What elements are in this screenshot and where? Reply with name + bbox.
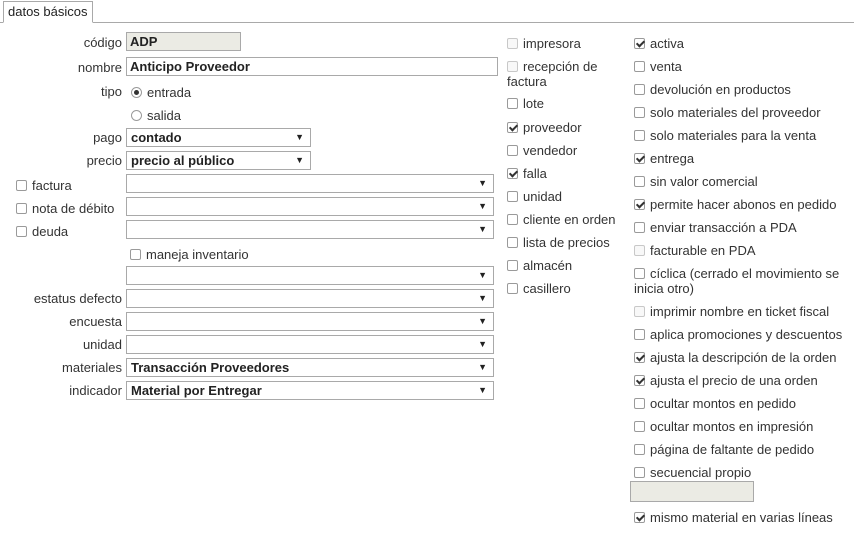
- chevron-down-icon: ▼: [295, 132, 304, 142]
- chevron-down-icon: ▼: [478, 178, 487, 188]
- encuesta-select[interactable]: [126, 312, 494, 331]
- middle-option-recepcion-de-factura[interactable]: [503, 59, 617, 89]
- right-option-ocultar-montos-en-pedido[interactable]: [634, 396, 796, 411]
- right-option-permite-hacer-abonos-en-pedido[interactable]: [634, 197, 836, 212]
- nombre-label: nombre: [77, 60, 122, 75]
- indicador-select[interactable]: [126, 381, 494, 400]
- ciclica-cerrado-el-movimiento-se-inicia-otro-label: cíclica (cerrado el movimiento se inicia otro): [634, 266, 840, 296]
- precio-select[interactable]: [126, 151, 311, 170]
- materiales-label: materiales: [62, 360, 122, 375]
- cliente-en-orden-checkbox[interactable]: [507, 214, 518, 225]
- middle-option-almacen[interactable]: [507, 258, 572, 273]
- maneja-inventario-checkbox[interactable]: [130, 249, 141, 260]
- deuda-label: deuda: [32, 224, 69, 239]
- chevron-down-icon: ▼: [478, 385, 487, 395]
- mismo-material-en-varias-lineas-label: mismo material en varias líneas: [650, 510, 833, 525]
- recepcion-de-factura-label: recepción de factura: [507, 59, 598, 89]
- estatus-defecto-select[interactable]: [126, 289, 494, 308]
- maneja-inventario-row[interactable]: [130, 247, 249, 262]
- proveedor-label: proveedor: [523, 120, 582, 135]
- factura-select[interactable]: [126, 174, 494, 193]
- middle-option-lista-de-precios[interactable]: [507, 235, 610, 250]
- unidad-label: unidad: [82, 337, 122, 352]
- permite-hacer-abonos-en-pedido-checkbox[interactable]: [634, 199, 645, 210]
- falla-label: falla: [523, 166, 547, 181]
- tipo-salida-option[interactable]: [131, 108, 181, 123]
- codigo-label: código: [83, 35, 122, 50]
- solo-materiales-del-proveedor-label: solo materiales del proveedor: [650, 105, 821, 120]
- right-option-venta[interactable]: [634, 59, 682, 74]
- right-option-ajusta-el-precio-de-una-orden[interactable]: [634, 373, 818, 388]
- recepcion-de-factura-checkbox: [507, 61, 518, 72]
- lista-de-precios-checkbox[interactable]: [507, 237, 518, 248]
- materiales-select[interactable]: [126, 358, 494, 377]
- venta-checkbox[interactable]: [634, 61, 645, 72]
- cliente-en-orden-label: cliente en orden: [523, 212, 616, 227]
- devolucion-en-productos-checkbox[interactable]: [634, 84, 645, 95]
- activa-label: activa: [650, 36, 684, 51]
- vendedor-label: vendedor: [523, 143, 578, 158]
- tipo-salida-radio[interactable]: [131, 110, 142, 121]
- tipo-entrada-radio[interactable]: [131, 87, 142, 98]
- activa-checkbox[interactable]: [634, 38, 645, 49]
- middle-option-impresora[interactable]: [507, 36, 581, 51]
- codigo-field[interactable]: ADP: [126, 32, 241, 51]
- middle-option-unidad[interactable]: [507, 189, 562, 204]
- right-option-sin-valor-comercial[interactable]: [634, 174, 758, 189]
- impresora-label: impresora: [523, 36, 581, 51]
- ocultar-montos-en-pedido-checkbox[interactable]: [634, 398, 645, 409]
- factura-checkbox-row[interactable]: [16, 178, 72, 193]
- right-option-solo-materiales-para-la-venta[interactable]: [634, 128, 816, 143]
- nota-debito-label: nota de débito: [32, 201, 115, 216]
- impresora-checkbox: [507, 38, 518, 49]
- precio-value: precio al público: [131, 153, 235, 168]
- lote-checkbox[interactable]: [507, 98, 518, 109]
- pagina-de-faltante-de-pedido-label: página de faltante de pedido: [650, 442, 815, 457]
- imprimir-nombre-en-ticket-fiscal-label: imprimir nombre en ticket fiscal: [650, 304, 830, 319]
- pago-value: contado: [131, 130, 182, 145]
- enviar-transaccion-a-pda-checkbox[interactable]: [634, 222, 645, 233]
- precio-label: precio: [86, 153, 122, 168]
- aplica-promociones-y-descuentos-checkbox[interactable]: [634, 329, 645, 340]
- deuda-select[interactable]: [126, 220, 494, 239]
- solo-materiales-para-la-venta-checkbox[interactable]: [634, 130, 645, 141]
- ciclica-cerrado-el-movimiento-se-inicia-otro-checkbox[interactable]: [634, 268, 645, 279]
- factura-label: factura: [32, 178, 72, 193]
- chevron-down-icon: ▼: [295, 155, 304, 165]
- estatus-defecto-label: estatus defecto: [33, 291, 122, 306]
- lote-label: lote: [523, 96, 544, 111]
- indicador-label: indicador: [69, 383, 122, 398]
- middle-option-vendedor[interactable]: [507, 143, 577, 158]
- falla-checkbox[interactable]: [507, 168, 518, 179]
- right-option-ajusta-la-descripcion-de-la-orden[interactable]: [634, 350, 836, 365]
- middle-option-cliente-en-orden[interactable]: [507, 212, 616, 227]
- chevron-down-icon: ▼: [478, 362, 487, 372]
- mismo-material-en-varias-lineas-checkbox[interactable]: [634, 512, 645, 523]
- tipo-salida-text: salida: [147, 108, 181, 123]
- chevron-down-icon: ▼: [478, 339, 487, 349]
- right-option-enviar-transaccion-a-pda[interactable]: [634, 220, 797, 235]
- right-option-mismo-material-en-varias-lineas[interactable]: [634, 510, 833, 525]
- vendedor-checkbox[interactable]: [507, 145, 518, 156]
- middle-option-falla[interactable]: [507, 166, 547, 181]
- ajusta-el-precio-de-una-orden-label: ajusta el precio de una orden: [650, 373, 818, 388]
- ajusta-la-descripcion-de-la-orden-checkbox[interactable]: [634, 352, 645, 363]
- entrega-checkbox[interactable]: [634, 153, 645, 164]
- casillero-checkbox[interactable]: [507, 283, 518, 294]
- chevron-down-icon: ▼: [478, 316, 487, 326]
- materiales-value: Transacción Proveedores: [131, 360, 290, 375]
- right-option-pagina-de-faltante-de-pedido[interactable]: [634, 442, 814, 457]
- venta-label: venta: [650, 59, 682, 74]
- pago-label: pago: [93, 130, 122, 145]
- right-option-entrega[interactable]: [634, 151, 694, 166]
- almacen-label: almacén: [523, 258, 573, 273]
- right-option-secuencial-propio[interactable]: [634, 465, 751, 480]
- tab-bar: [0, 0, 854, 23]
- facturable-en-pda-checkbox: [634, 245, 645, 256]
- middle-option-lote[interactable]: [507, 96, 544, 111]
- secuencial-propio-checkbox[interactable]: [634, 467, 645, 478]
- ocultar-montos-en-pedido-label: ocultar montos en pedido: [650, 396, 796, 411]
- secuencial-field[interactable]: [630, 481, 754, 502]
- middle-option-casillero[interactable]: [507, 281, 571, 296]
- right-option-facturable-en-pda[interactable]: [634, 243, 756, 258]
- ocultar-montos-en-impresion-checkbox[interactable]: [634, 421, 645, 432]
- nota-debito-checkbox-row[interactable]: [16, 201, 114, 216]
- proveedor-checkbox[interactable]: [507, 122, 518, 133]
- unidad-checkbox[interactable]: [507, 191, 518, 202]
- right-option-activa[interactable]: [634, 36, 684, 51]
- almacen-checkbox[interactable]: [507, 260, 518, 271]
- middle-option-proveedor[interactable]: [507, 120, 582, 135]
- pago-select[interactable]: [126, 128, 311, 147]
- lista-de-precios-label: lista de precios: [523, 235, 610, 250]
- permite-hacer-abonos-en-pedido-label: permite hacer abonos en pedido: [650, 197, 837, 212]
- tipo-entrada-text: entrada: [147, 85, 192, 100]
- solo-materiales-para-la-venta-label: solo materiales para la venta: [650, 128, 817, 143]
- solo-materiales-del-proveedor-checkbox[interactable]: [634, 107, 645, 118]
- nota-debito-checkbox[interactable]: [16, 203, 27, 214]
- chevron-down-icon: ▼: [478, 201, 487, 211]
- right-option-solo-materiales-del-proveedor[interactable]: [634, 105, 821, 120]
- deuda-checkbox[interactable]: [16, 226, 27, 237]
- ajusta-el-precio-de-una-orden-checkbox[interactable]: [634, 375, 645, 386]
- enviar-transaccion-a-pda-label: enviar transacción a PDA: [650, 220, 797, 235]
- right-option-ciclica-cerrado-el-movimiento-se-inicia-otro[interactable]: [630, 266, 854, 296]
- right-option-ocultar-montos-en-impresion[interactable]: [634, 419, 813, 434]
- tipo-label: tipo: [101, 84, 122, 99]
- chevron-down-icon: ▼: [478, 270, 487, 280]
- indicador-value: Material por Entregar: [131, 383, 262, 398]
- deuda-checkbox-row[interactable]: [16, 224, 68, 239]
- unidad-label: unidad: [523, 189, 563, 204]
- maneja-inventario-label: maneja inventario: [146, 247, 249, 262]
- nombre-field[interactable]: Anticipo Proveedor: [126, 57, 498, 76]
- right-option-aplica-promociones-y-descuentos[interactable]: [634, 327, 842, 342]
- sin-valor-comercial-checkbox[interactable]: [634, 176, 645, 187]
- imprimir-nombre-en-ticket-fiscal-checkbox: [634, 306, 645, 317]
- right-option-imprimir-nombre-en-ticket-fiscal[interactable]: [634, 304, 829, 319]
- chevron-down-icon: ▼: [478, 224, 487, 234]
- ocultar-montos-en-impresion-label: ocultar montos en impresión: [650, 419, 814, 434]
- encuesta-label: encuesta: [69, 314, 122, 329]
- sin-valor-comercial-label: sin valor comercial: [650, 174, 758, 189]
- inventario-select[interactable]: [126, 266, 494, 285]
- ajusta-la-descripcion-de-la-orden-label: ajusta la descripción de la orden: [650, 350, 837, 365]
- tipo-entrada-option[interactable]: [131, 85, 191, 100]
- right-option-devolucion-en-productos[interactable]: [634, 82, 791, 97]
- unidad-select[interactable]: [126, 335, 494, 354]
- pagina-de-faltante-de-pedido-checkbox[interactable]: [634, 444, 645, 455]
- facturable-en-pda-label: facturable en PDA: [650, 243, 756, 258]
- aplica-promociones-y-descuentos-label: aplica promociones y descuentos: [650, 327, 843, 342]
- devolucion-en-productos-label: devolución en productos: [650, 82, 791, 97]
- tab-datos-basicos[interactable]: datos básicos: [3, 1, 93, 23]
- casillero-label: casillero: [523, 281, 571, 296]
- secuencial-propio-label: secuencial propio: [650, 465, 752, 480]
- nota-debito-select[interactable]: [126, 197, 494, 216]
- factura-checkbox[interactable]: [16, 180, 27, 191]
- entrega-label: entrega: [650, 151, 695, 166]
- chevron-down-icon: ▼: [478, 293, 487, 303]
